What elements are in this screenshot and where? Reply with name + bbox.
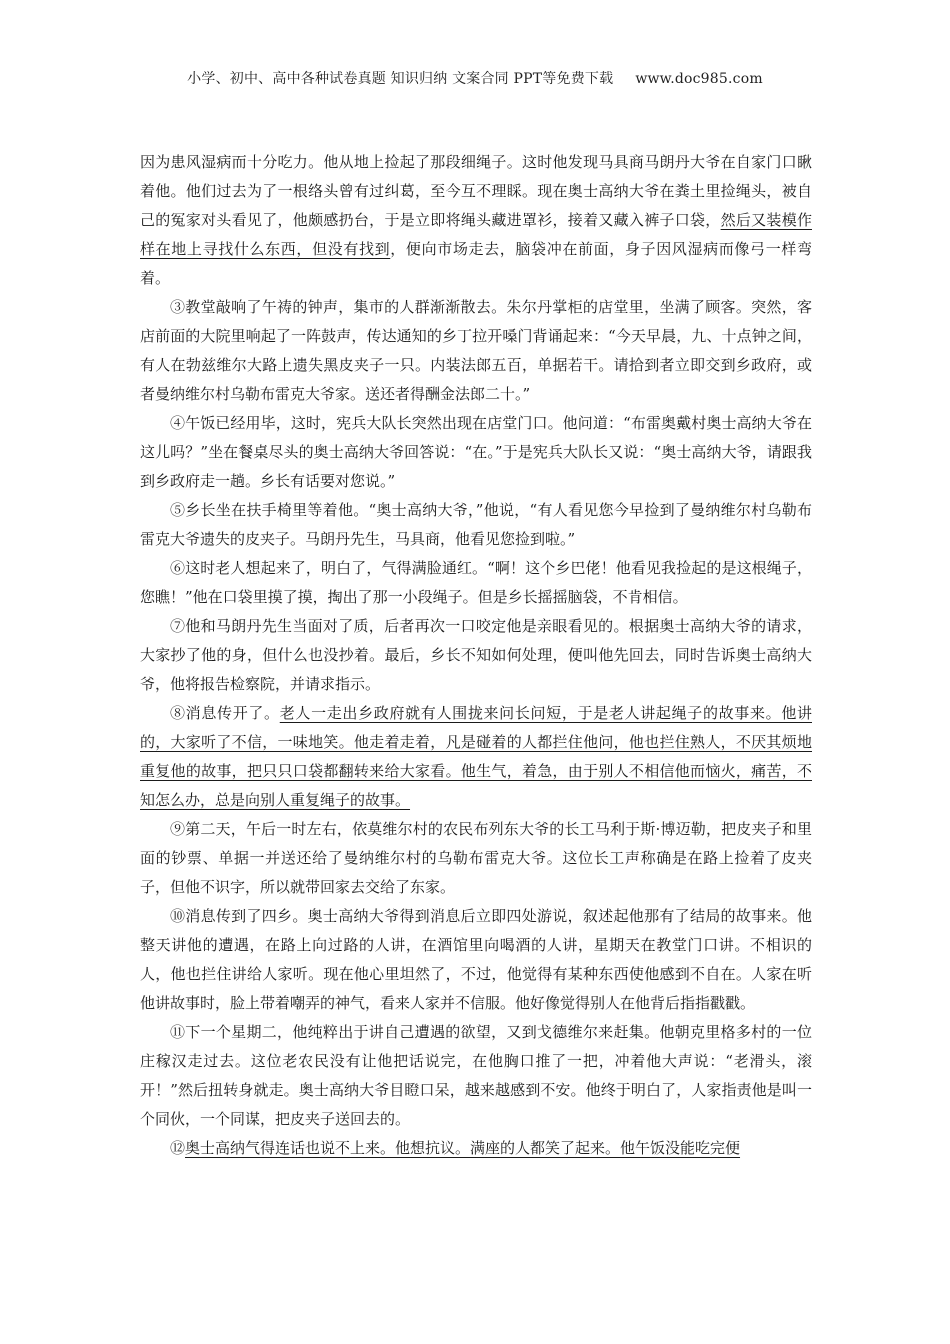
- text-segment: ⑪下一个星期二，他纯粹出于讲自己遭遇的欲望，又到戈德维尔来赶集。他朝克里格多村的一位庄稼汉走过去。这位老农民没有让他把话说完，在他胸口推了一把，冲着他大声说：“老滑头，滚开！”然后扭转身就走。奥士高纳大爷目瞪口呆，越来越感到不安。他终于明白了，人家指责他是叫一个同伙，一个同谋，把皮夹子送回去的。: [140, 1023, 812, 1128]
- text-segment: ⑤乡长坐在扶手椅里等着他。“奥士高纳大爷，”他说，“有人看见您今早捡到了曼纳维尔村乌勒布雷克大爷遗失的皮夹子。马朗丹先生，马具商，他看见您捡到啦。”: [140, 501, 812, 548]
- paragraph-12: [140, 1134, 812, 1163]
- text-segment: ⑩消息传到了四乡。奥士高纳大爷得到消息后立即四处游说，叙述起他那有了结局的故事来。他整天讲他的遭遇，在路上向过路的人讲，在酒馆里向喝酒的人讲，星期天在教堂门口讲。不相识的人，他也拦住讲给人家听。现在他心里坦然了，不过，他觉得有某种东西使他感到不自在。人家在听他讲故事时，脸上带着嘲弄的神气，看来人家并不信服。他好像觉得别人在他背后指指戳戳。: [140, 907, 812, 1012]
- underlined-segment: 然后又装模作样在地上寻找什么东西，但没有找到: [140, 211, 812, 258]
- paragraph-2-cont: [140, 148, 812, 293]
- paragraph-7: [140, 612, 812, 699]
- text-segment: ⑦他和马朗丹先生当面对了质，后者再次一口咬定他是亲眼看见的。根据奥士高纳大爷的请求，大家抄了他的身，但什么也没抄着。最后，乡长不知如何处理，便叫他先回去，同时告诉奥士高纳大爷，他将报告检察院，并请求指示。: [140, 617, 812, 693]
- text-segment: ⑫: [170, 1139, 186, 1157]
- paragraph-4: [140, 409, 812, 496]
- underlined-segment: 老人一走出乡政府就有人围拢来问长问短，于是老人讲起绳子的故事来。他讲的，大家听了不信，一味地笑。他走着走着，凡是碰着的人都拦住他问，他也拦住熟人，不厌其烦地重复他的故事，把只只口袋都翻转来给大家看。他生气，着急，由于别人不相信他而恼火，痛苦，不知怎么办，总是向别人重复绳子的故事。: [140, 704, 812, 809]
- header-url: www.doc985.com: [635, 71, 763, 87]
- underlined-segment: 奥士高纳气得连话也说不上来。他想抗议。满座的人都笑了起来。他午饭没能吃完便: [185, 1139, 741, 1157]
- paragraph-5: [140, 496, 812, 554]
- paragraph-3: [140, 293, 812, 409]
- text-segment: ⑨第二天，午后一时左右，依莫维尔村的农民布列东大爷的长工马利于斯·博迈勒，把皮夹子和里面的钞票、单据一并送还给了曼纳维尔村的乌勒布雷克大爷。这位长工声称确是在路上捡着了皮夹子，但他不识字，所以就带回家去交给了东家。: [140, 820, 812, 896]
- text-segment: ④午饭已经用毕，这时，宪兵大队长突然出现在店堂门口。他问道：“布雷奥戴村奥士高纳大爷在这儿吗？”坐在餐桌尽头的奥士高纳大爷回答说：“在。”于是宪兵大队长又说：“奥士高纳大爷，请跟我到乡政府走一趟。乡长有话要对您说。”: [140, 414, 812, 490]
- paragraph-6: [140, 554, 812, 612]
- article-body: [140, 148, 812, 1163]
- text-segment: ，便向市场走去，脑袋冲在前面，身子因风湿病而像弓一样弯着。: [140, 240, 812, 287]
- paragraph-8: [140, 699, 812, 815]
- text-segment: 因为患风湿病而十分吃力。他从地上捡起了那段细绳子。这时他发现马具商马朗丹大爷在自家门口瞅着他。他们过去为了一根络头曾有过纠葛，至今互不理睬。现在奥士高纳大爷在粪土里捡绳头，被自己的冤家对头看见了，他颇感扔台，于是立即将绳头藏进罩衫，接着又藏入裤子口袋，: [140, 153, 812, 229]
- text-segment: ⑥这时老人想起来了，明白了，气得满脸通红。“啊！这个乡巴佬！他看见我捡起的是这根绳子，您瞧！”他在口袋里摸了摸，掏出了那一小段绳子。但是乡长摇摇脑袋，不肯相信。: [140, 559, 812, 606]
- text-segment: ⑧消息传开了。: [170, 704, 280, 722]
- header-text: 小学、初中、高中各种试卷真题 知识归纳 文案合同 PPT等免费下载: [187, 71, 614, 87]
- paragraph-10: [140, 902, 812, 1018]
- page-header: [0, 68, 950, 88]
- paragraph-11: [140, 1018, 812, 1134]
- paragraph-9: [140, 815, 812, 902]
- text-segment: ③教堂敲响了午祷的钟声，集市的人群渐渐散去。朱尔丹掌柜的店堂里，坐满了顾客。突然，客店前面的大院里响起了一阵鼓声，传达通知的乡丁拉开嗓门背诵起来：“今天早晨，九、十点钟之间，有人在勃兹维尔大路上遗失黑皮夹子一只。内装法郎五百，单据若干。请拾到者立即交到乡政府，或者曼纳维尔村乌勒布雷克大爷家。送还者得酬金法郎二十。”: [140, 298, 812, 403]
